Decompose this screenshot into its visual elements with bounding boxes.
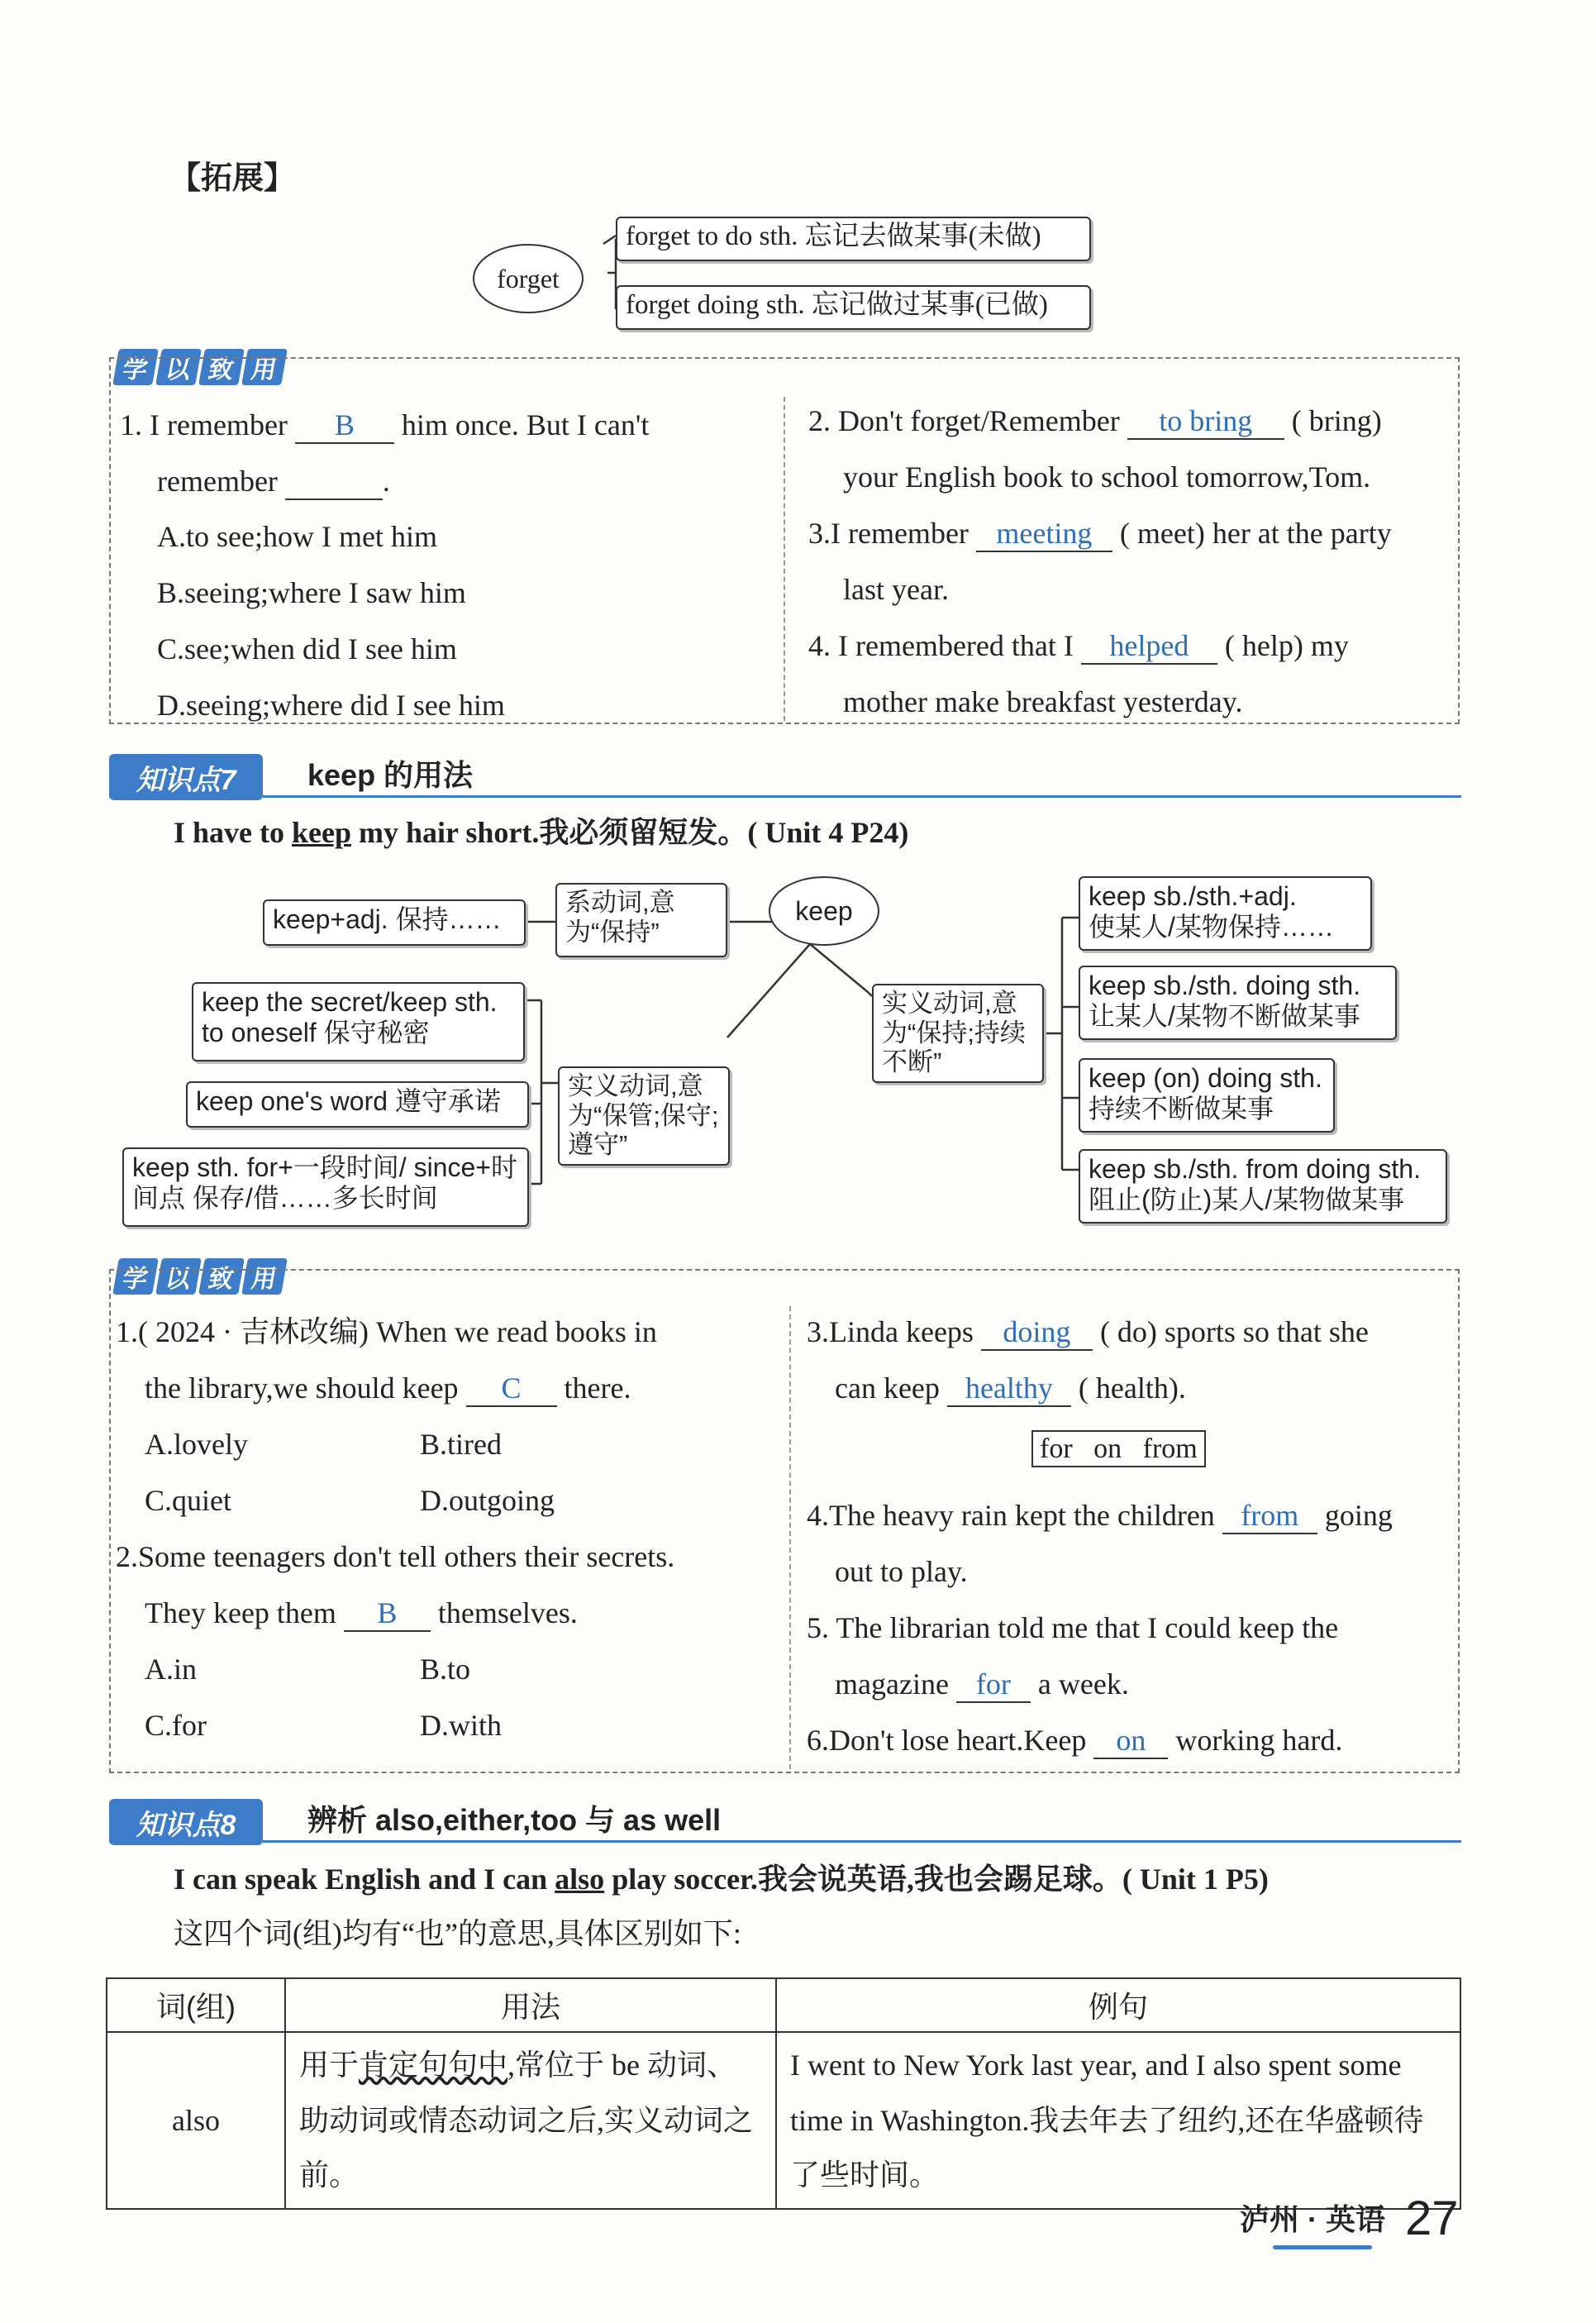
p1-q2-answer[interactable]: to bring — [1127, 405, 1284, 440]
k7-real1-item-3: keep sth. for+一段时间/ since+时间点 保存/借……多长时间 — [122, 1147, 529, 1227]
p2-q1-option-c[interactable]: C.quiet — [145, 1484, 231, 1517]
p1-q2-line2: your English book to school tomorrow,Tom. — [843, 460, 1371, 494]
p1-q3-line2: last year. — [843, 573, 949, 606]
p2-q2-option-b[interactable]: B.to — [420, 1653, 471, 1686]
p1-q4-line1: 4. I remembered that I helped ( help) my — [808, 630, 1349, 665]
p2-q1-option-a[interactable]: A.lovely — [145, 1428, 248, 1461]
p1-q4-line2: mother make breakfast yesterday. — [843, 685, 1243, 718]
k7-real2-item-1: keep sb./sth.+adj. 使某人/某物保持…… — [1079, 876, 1372, 951]
p2-q4-answer[interactable]: from — [1222, 1500, 1317, 1534]
footer-title: 泸州 · 英语 — [1240, 2202, 1385, 2236]
p2-q1-option-d[interactable]: D.outgoing — [420, 1484, 555, 1517]
p2-q2-option-c[interactable]: C.for — [145, 1709, 207, 1742]
table-row — [107, 2032, 1460, 2209]
k8-title: 辨析 also,either,too 与 as well — [307, 1803, 722, 1837]
k7-real2-item-2: keep sb./sth. doing sth. 让某人/某物不断做某事 — [1079, 966, 1397, 1040]
p2-q6-answer[interactable]: on — [1093, 1724, 1168, 1759]
k8-row-example: I went to New York last year, and I also spent some time in Washington.我去年去了纽约,还在华盛顿待了些时间。 — [776, 2032, 1460, 2209]
k7-real-verb-1: 实义动词,意为“保管;保守;遵守” — [558, 1066, 730, 1166]
k8-rule — [263, 1840, 1461, 1843]
p2-q4-line1: 4.The heavy rain kept the children from going — [807, 1500, 1393, 1534]
p2-q3-line1: 3.Linda keeps doing ( do) sports so that she — [807, 1316, 1369, 1351]
footer-page-number: 27 — [1405, 2192, 1459, 2245]
k7-link-item: keep+adj. 保持…… — [263, 899, 526, 946]
expand-item-1: forget to do sth. 忘记去做某事(未做) — [616, 217, 1091, 261]
expand-title: 【拓展】 — [169, 161, 296, 196]
practice-label-1: 学 以 致 用 — [116, 349, 284, 385]
p1-q3-answer[interactable]: meeting — [976, 518, 1112, 552]
p2-q2-line1: 2.Some teenagers don't tell others their secrets. — [116, 1540, 675, 1573]
k8-table — [106, 1977, 1461, 2210]
k8-intro: 这四个词(组)均有“也”的意思,具体区别如下: — [174, 1917, 741, 1950]
p1-q2-line1: 2. Don't forget/Remember to bring ( bring) — [808, 405, 1382, 440]
k8-example: I can speak English and I can also play soccer.我会说英语,我也会踢足球。( Unit 1 P5) — [174, 1863, 1269, 1896]
p2-q2-line2: They keep them B themselves. — [145, 1597, 578, 1632]
k7-center-keep: keep — [769, 876, 879, 946]
k8-th-example: 例句 — [776, 1978, 1460, 2032]
p1-q1-option-a[interactable]: A.to see;how I met him — [157, 520, 437, 553]
k7-example: I have to keep my hair short.我必须留短发。( Unit 4 P24) — [174, 816, 909, 849]
k7-title: keep 的用法 — [307, 758, 474, 792]
p2-q1-option-b[interactable]: B.tired — [420, 1428, 502, 1461]
p2-word-box: for on from — [1031, 1430, 1206, 1467]
p1-q1-line2: remember . — [157, 465, 390, 500]
p2-q3-answer-2[interactable]: healthy — [947, 1372, 1071, 1407]
p1-q4-answer[interactable]: helped — [1081, 630, 1217, 665]
p1-q1-answer[interactable]: B — [295, 409, 394, 444]
p2-q2-answer[interactable]: B — [344, 1597, 431, 1632]
k7-real2-item-4: keep sb./sth. from doing sth. 阻止(防止)某人/某物做某事 — [1079, 1149, 1447, 1224]
k7-badge: 知识点7 — [109, 754, 263, 800]
p2-q5-answer[interactable]: for — [956, 1668, 1031, 1703]
p2-q2-option-a[interactable]: A.in — [145, 1653, 197, 1686]
p2-q5-line1: 5. The librarian told me that I could keep the — [807, 1611, 1339, 1644]
p2-q3-answer-1[interactable]: doing — [981, 1316, 1093, 1351]
practice-divider-2 — [789, 1306, 791, 1769]
p1-q1-option-c[interactable]: C.see;when did I see him — [157, 632, 457, 665]
p2-q5-line2: magazine for a week. — [835, 1668, 1129, 1703]
p2-q1-answer[interactable]: C — [466, 1372, 557, 1407]
k8-row-usage: 用于肯定句句中,常位于 be 动词、助动词或情态动词之后,实义动词之前。 — [285, 2032, 776, 2209]
k8-badge: 知识点8 — [109, 1799, 263, 1845]
k8-row-word: also — [107, 2032, 285, 2209]
k7-real1-item-1: keep the secret/keep sth. to oneself 保守秘密 — [192, 982, 525, 1061]
p1-q1-option-b[interactable]: B.seeing;where I saw him — [157, 576, 466, 609]
k7-real1-item-2: keep one's word 遵守承诺 — [186, 1081, 529, 1128]
p2-q2-option-d[interactable]: D.with — [420, 1709, 502, 1742]
expand-item-2: forget doing sth. 忘记做过某事(已做) — [616, 285, 1091, 330]
footer-accent-bar — [1273, 2245, 1372, 2249]
k7-real2-item-3: keep (on) doing sth. 持续不断做某事 — [1079, 1058, 1335, 1133]
k7-link-verb: 系动词,意为“保持” — [555, 883, 727, 957]
k7-rule — [263, 795, 1461, 798]
p2-q3-line2: can keep healthy ( health). — [835, 1372, 1186, 1407]
p2-q1-line1: 1.( 2024 · 吉林改编) When we read books in — [116, 1315, 657, 1348]
k8-th-word: 词(组) — [107, 1978, 285, 2032]
practice-label-2: 学 以 致 用 — [116, 1258, 284, 1295]
p2-q6-line1: 6.Don't lose heart.Keep on working hard. — [807, 1724, 1342, 1759]
k8-th-usage: 用法 — [285, 1978, 776, 2032]
p2-q1-line2: the library,we should keep C there. — [145, 1372, 631, 1407]
p2-q4-line2: out to play. — [835, 1555, 968, 1588]
p1-q1-option-d[interactable]: D.seeing;where did I see him — [157, 689, 505, 722]
practice-divider-1 — [784, 397, 785, 721]
expand-center-forget: forget — [473, 244, 584, 313]
p1-q1-line1: 1. I remember B him once. But I can't — [120, 409, 649, 444]
k7-real-verb-2: 实义动词,意为“保持;持续不断” — [872, 984, 1044, 1083]
p1-q3-line1: 3.I remember meeting ( meet) her at the party — [808, 518, 1392, 552]
